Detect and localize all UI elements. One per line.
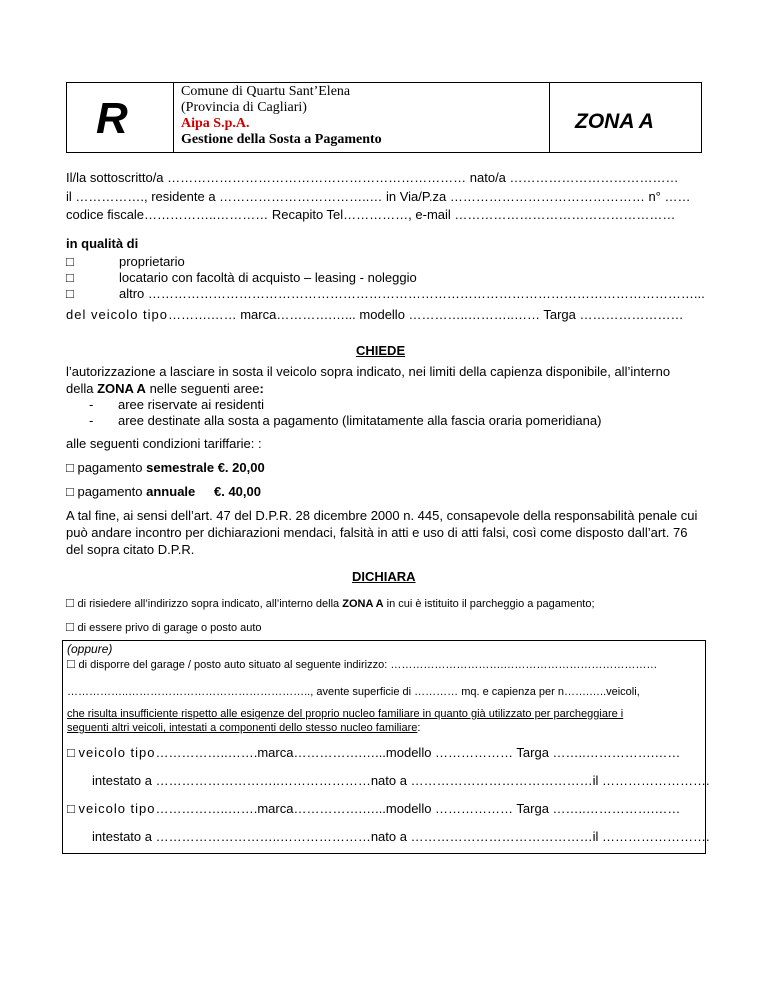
other-vehicle-2-row[interactable]	[67, 801, 680, 817]
declare-residence-zone: ZONA A	[342, 598, 384, 610]
checkbox-vehicle-2[interactable]: □	[67, 801, 79, 816]
tariff-annual-row[interactable]	[66, 484, 195, 500]
request-para-post: nelle seguenti aree	[145, 381, 260, 396]
name-birth-line: Il/la sottoscritto/a …………………………………………………………… nato/a …………………………………	[66, 170, 679, 185]
other-vehicle-2-owner: intestato a ………………………..…………………nato a ……………………………………il …………………….	[92, 829, 710, 844]
zone-label: ZONA A	[575, 110, 654, 133]
vehicle-2-prefix: veicolo tipo	[78, 801, 156, 816]
header-divider-left	[173, 82, 174, 152]
checkbox-vehicle-1[interactable]: □	[67, 745, 79, 760]
checkbox-leasing[interactable]: □	[66, 270, 74, 285]
company-name: Aipa S.p.A.	[181, 116, 250, 131]
declare-residence-row[interactable]	[66, 596, 595, 611]
residence-line: il ……………., residente a ……………………………..… in Via/P.za ……………………………………… n° ……	[66, 189, 691, 204]
service-name: Gestione della Sosta a Pagamento	[181, 132, 382, 147]
request-para-line1: l’autorizzazione a lasciare in sosta il veicolo sopra indicato, nei limiti della capienza disponibile, all’interno	[66, 364, 671, 379]
garage-address-label: di disporre del garage / posto auto situato al seguente indirizzo: ………………………….……………………………………	[78, 659, 658, 671]
declare-residence-post: in cui è istituito il parcheggio a pagamento;	[383, 598, 595, 610]
request-para-colon: :	[259, 381, 264, 396]
area-item-paid-label: aree destinate alla sosta a pagamento (limitatamente alla fascia oraria pomeridiana)	[118, 413, 602, 428]
tariff-semester-price: semestrale €. 20,00	[146, 460, 265, 475]
capacity-title: in qualità di	[66, 236, 139, 251]
fiscal-contact-line: codice fiscale……………..………… Recapito Tel……………, e-mail ……………………………………………	[66, 207, 676, 222]
vehicle-1-prefix: veicolo tipo	[78, 745, 156, 760]
chiede-heading: CHIEDE	[356, 343, 406, 358]
request-para-pre: della	[66, 381, 98, 396]
tariff-annual-pre: pagamento	[77, 484, 147, 499]
declare-no-garage-row[interactable]	[66, 620, 262, 635]
tariff-semester-pre: pagamento	[77, 460, 147, 475]
dichiara-heading: DICHIARA	[352, 569, 416, 584]
area-item-residents: -	[89, 397, 94, 412]
vehicle-line-fields: ……….…… marca………….…... modello …………..………..…… Targa ……………………	[168, 307, 684, 322]
logo-letter: R	[96, 94, 128, 143]
area-item-residents-label: aree riservate ai residenti	[118, 397, 264, 412]
tariff-annual-label: annuale	[146, 484, 196, 499]
legal-line1: A tal fine, ai sensi dell’art. 47 del D.P.R. 28 dicembre 2000 n. 445, consapevole della responsabilità penale cui	[66, 508, 698, 523]
tariff-annual-price: €. 40,00	[214, 484, 261, 499]
other-vehicle-1-row[interactable]	[67, 745, 680, 761]
option-leasing: locatario con facoltà di acquisto – leasing - noleggio	[119, 270, 417, 285]
declare-no-garage-label: di essere privo di garage o posto auto	[77, 622, 262, 634]
area-item-paid: -	[89, 413, 94, 428]
garage-size-line: ……………..………………………………………….., avente superficie di ………… mq. e capienza per n…….…..veicoli,	[67, 686, 640, 698]
checkbox-semester[interactable]: □	[66, 460, 78, 475]
tariff-intro: alle seguenti condizioni tariffarie: :	[66, 436, 262, 451]
org-name: Comune di Quartu Sant’Elena	[181, 84, 351, 99]
checkbox-garage[interactable]: □	[67, 656, 79, 671]
insufficient-line2-text: seguenti altri veicoli, intestati a componenti dello stesso nucleo familiare	[67, 722, 418, 734]
insufficient-line1: che risulta insufficiente rispetto alle esigenze del proprio nucleo familiare in quanto già utilizzato per parcheggiare i	[67, 708, 624, 720]
garage-address-row[interactable]	[67, 657, 657, 672]
legal-line2: può andare incontro per dichiarazioni mendaci, falsità in atti e uso di atti falsi, così come disposto dall’art. 76	[66, 525, 688, 540]
declare-residence-pre: di risiedere all’indirizzo sopra indicato, all’interno della	[77, 598, 343, 610]
vehicle-1-fields: ……………..…….marca…………….…...modello ……………… Targa ……..…………….……	[155, 745, 681, 760]
vehicle-2-fields: ……………..…….marca…………….…...modello ……………… Targa ……..…………….……	[155, 801, 681, 816]
vehicle-line-prefix: del veicolo tipo	[66, 307, 168, 322]
request-zone: ZONA A	[97, 381, 146, 396]
insufficient-line2-colon: :	[417, 722, 421, 734]
insufficient-line2	[67, 721, 420, 735]
checkbox-other[interactable]: □	[66, 286, 74, 301]
oppure-label: (oppure)	[67, 642, 113, 656]
checkbox-owner[interactable]: □	[66, 254, 74, 269]
legal-line3: del sopra citato D.P.R.	[66, 542, 195, 557]
request-para-line2	[66, 381, 264, 397]
checkbox-no-garage[interactable]: □	[66, 619, 78, 634]
option-owner: proprietario	[119, 254, 185, 269]
tariff-semester-row[interactable]	[66, 460, 265, 476]
header-divider-right	[549, 82, 550, 152]
checkbox-residence[interactable]: □	[66, 595, 78, 610]
checkbox-annual[interactable]: □	[66, 484, 78, 499]
vehicle-line	[66, 307, 684, 323]
option-other: altro ………………………………………………………………………………………………………………...	[119, 286, 705, 301]
province: (Provincia di Cagliari)	[181, 100, 307, 115]
other-vehicle-1-owner: intestato a ………………………..…………………nato a ……………………………………il …………………….	[92, 773, 710, 788]
